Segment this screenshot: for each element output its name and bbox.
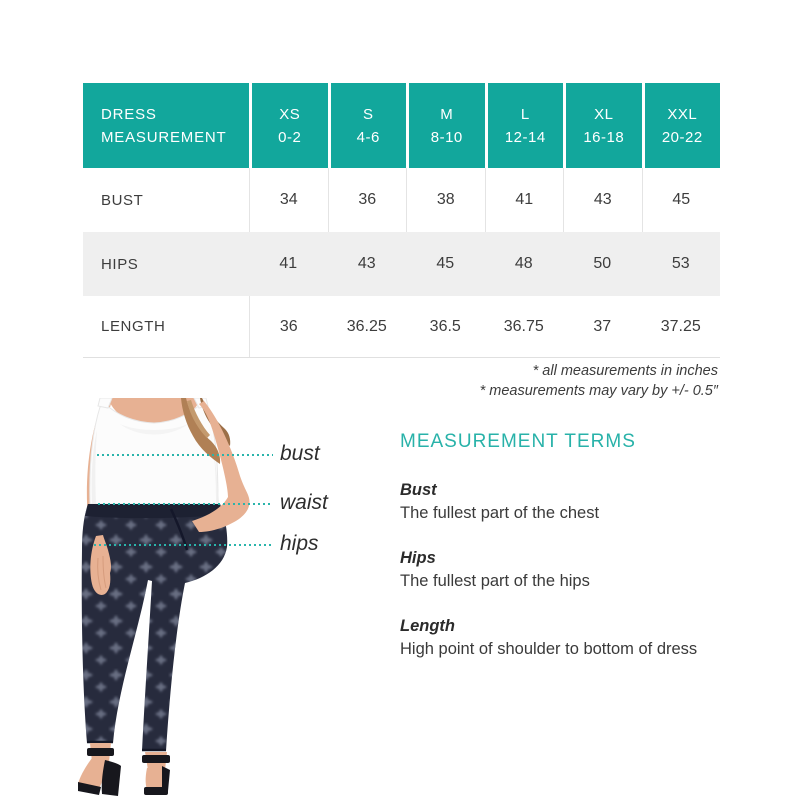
- bust-value-m: 38: [406, 168, 485, 232]
- pants-waistband: [85, 504, 223, 518]
- length-value-m: 36.5: [429, 317, 461, 335]
- hips-value-xs: 41: [279, 255, 298, 272]
- term-name-length: Length: [400, 617, 455, 635]
- bust-line-label: bust: [280, 442, 320, 465]
- hips-row-label: HIPS: [101, 255, 139, 273]
- header-cell-m: [406, 83, 485, 168]
- hips-value-m: 45: [436, 255, 455, 272]
- length-row-label: LENGTH: [101, 318, 166, 335]
- bust-value-xxl: 45: [642, 168, 721, 232]
- size-name: S: [362, 105, 374, 123]
- size-range: 16-18: [583, 128, 625, 146]
- header-cell-dress-measurement: [83, 83, 249, 168]
- right-sandal: [142, 752, 170, 795]
- size-range: 8-10: [430, 128, 463, 146]
- model-photo: [78, 398, 286, 800]
- length-value-l: 36.75: [503, 317, 544, 335]
- length-value-xl: 37: [593, 317, 612, 335]
- hips-value-xl: 50: [593, 255, 612, 272]
- waist-line-label: waist: [280, 491, 328, 514]
- size-range: 12-14: [504, 128, 546, 146]
- length-value-xs: 36: [249, 296, 328, 357]
- hips-dotted-line: [94, 544, 273, 546]
- size-chart-table: [83, 83, 720, 358]
- term-name-hips: Hips: [400, 549, 436, 567]
- chart-footnotes: [480, 362, 718, 401]
- measurement-terms-section: [400, 431, 750, 684]
- bust-value-xl: 43: [563, 168, 642, 232]
- left-sandal: [78, 743, 121, 796]
- size-range: 0-2: [278, 128, 302, 146]
- header-cell-xl: [563, 83, 642, 168]
- bust-value-xs: 34: [249, 168, 328, 232]
- size-name: XL: [594, 105, 614, 123]
- hips-line-label: hips: [280, 532, 319, 555]
- note-measurements-in-inches: * all measurements in inches: [532, 363, 718, 379]
- hips-value-xxl: 53: [671, 255, 690, 272]
- term-item-length: [400, 616, 750, 660]
- header-cell-xs: [249, 83, 328, 168]
- waist-dotted-line: [98, 503, 273, 505]
- bust-value-l: 41: [485, 168, 564, 232]
- header-cell-s: [328, 83, 407, 168]
- hips-value-s: 43: [357, 255, 376, 272]
- length-value-xxl: 37.25: [660, 317, 701, 335]
- header-title-line1: DRESS: [101, 105, 157, 123]
- size-chart-header-row: [83, 83, 720, 168]
- header-cell-l: [485, 83, 564, 168]
- measurement-terms-heading: MEASUREMENT TERMS: [400, 431, 636, 452]
- table-row-hips: [83, 232, 720, 296]
- term-item-bust: [400, 480, 750, 524]
- size-name: XXL: [667, 105, 698, 123]
- term-item-hips: [400, 548, 750, 592]
- header-title-line2: MEASUREMENT: [101, 128, 227, 146]
- size-name: XS: [279, 105, 301, 123]
- hips-value-l: 48: [514, 255, 533, 272]
- size-range: 4-6: [356, 128, 380, 146]
- note-measurement-variance: * measurements may vary by +/- 0.5″: [479, 382, 718, 399]
- bust-dotted-line: [97, 454, 273, 456]
- term-definition-bust: The fullest part of the chest: [400, 504, 600, 522]
- term-definition-hips: The fullest part of the hips: [400, 572, 590, 590]
- header-cell-xxl: [642, 83, 721, 168]
- term-definition-length: High point of shoulder to bottom of dress: [400, 640, 698, 658]
- bust-row-label: BUST: [101, 191, 144, 209]
- term-name-bust: Bust: [400, 481, 437, 499]
- bust-value-s: 36: [328, 168, 407, 232]
- size-name: L: [520, 105, 530, 123]
- size-name: M: [440, 105, 454, 123]
- table-row-bust: [83, 168, 720, 232]
- length-value-s: 36.25: [346, 317, 387, 335]
- size-range: 20-22: [661, 128, 703, 146]
- table-row-length: [83, 296, 720, 358]
